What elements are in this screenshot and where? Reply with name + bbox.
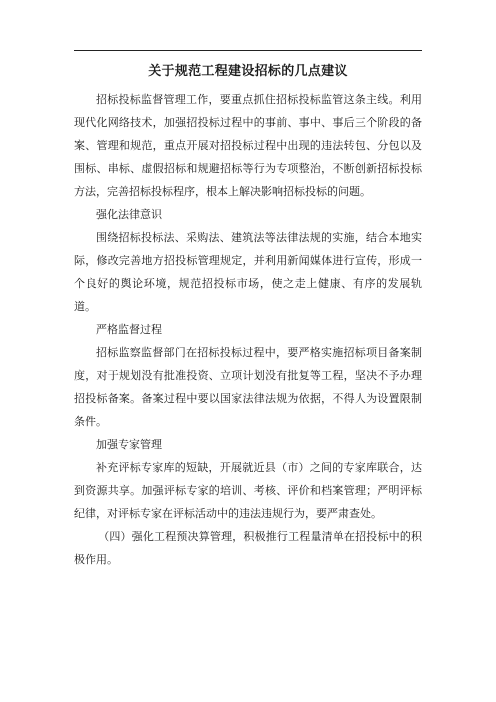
intro-paragraph: 招标投标监督管理工作，要重点抓住招标投标监管这条主线。利用现代化网络技术，加强招投标过程中的事前、事中、事后三个阶段的备案、管理和规范，重点开展对招投标过程中出现的违法转包、分包以及围标、串标、虚假招标和规避招标等行为专项整治，不断创新招标投标方法，完善招标投标程序，根本上解决影响招标投标的问题。 (74, 93, 422, 198)
section-heading-supervision: 严格监督过程 (96, 323, 162, 336)
document-body (74, 88, 422, 571)
law-paragraph: 围绕招标投标法、采购法、建筑法等法律法规的实施，结合本地实际，修改完善地方招投标管理规定，并利用新闻媒体进行宣传，形成一个良好的舆论环境，规范招投标市场，使之走上健康、有序的发展轨道。 (74, 231, 422, 313)
header-rule (74, 50, 422, 51)
section-four-paragraph: （四）强化工程预决算管理，积极推行工程量清单在招投标中的积极作用。 (74, 530, 422, 566)
experts-paragraph: 补充评标专家库的短缺，开展就近县（市）之间的专家库联合，达到资源共享。加强评标专家的培训、考核、评价和档案管理；严明评标纪律，对评标专家在评标活动中的违法违规行为，要严肃查处。 (74, 461, 422, 520)
supervision-paragraph: 招标监察监督部门在招标投标过程中，要严格实施招标项目备案制度，对于规划没有批准投资、立项计划没有批复等工程，坚决不予办理招投标备案。备案过程中要以国家法律法规为依据，不得人为设置限制条件。 (74, 346, 422, 428)
section-heading-experts: 加强专家管理 (96, 438, 162, 451)
section-heading-law: 强化法律意识 (96, 208, 162, 221)
document-title: 关于规范工程建设招标的几点建议 (148, 64, 348, 79)
